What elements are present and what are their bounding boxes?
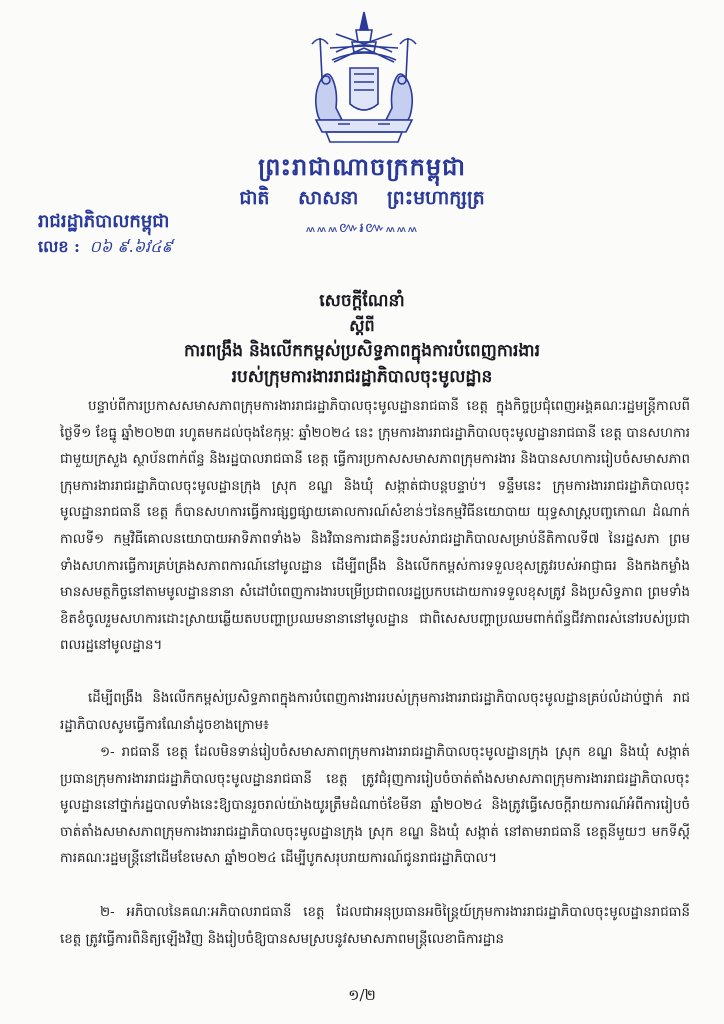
national-motto: ជាតិ សាសនា ព្រះមហាក្សត្រ [239, 187, 485, 209]
reference-label: លេខ : [38, 237, 80, 256]
kingdom-name: ព្រះរាជាណាចក្រកម្ពុជា [258, 152, 466, 181]
body-paragraph-2: ដើម្បីពង្រឹង និងលើកកម្ពស់ប្រសិទ្ធភាពក្នុងការបំពេញការងាររបស់ក្រុមការងាររាជរដ្ឋាភិបាលចុះមូលដ្ឋានគ្រប់លំដាប់ថ្នាក់ រាជរដ្ឋាភិបាលសូមធ្វើការណែនាំដូចខាងក្រោម៖ [60, 691, 690, 733]
document-title [90, 288, 634, 390]
body-paragraph-1: បន្ទាប់ពីការប្រកាសសមាសភាពក្រុមការងាររាជរដ្ឋាភិបាលចុះមូលដ្ឋានរាជធានី ខេត្ត ក្នុងកិច្ចប្រជុំពេញអង្គគណៈរដ្ឋមន្ត្រីកាលពីថ្ងៃទី១ ខែធ្នូ ឆ្នាំ២០២៣ រហូតមកដល់ចុងខែកុម្ភៈ ឆ្នាំ២០២៤ នេះ ក្រុមការងាររាជរដ្ឋាភិបាលចុះមូលដ្ឋានរាជធានី ខេត្ត បានសហការជាមួយក្រសួង ស្ថាប័នពាក់ព័ន្ធ និងរដ្ឋបាលរាជធានី ខេត្ត ធ្វើការប្រកាសសមាសភាពក្រុមការងារ និងបានសហការរៀបចំសមាសភាពក្រុមការងាររាជរដ្ឋាភិបាលចុះមូលដ្ឋានក្រុង ស្រុក ខណ្ឌ និងឃុំ សង្កាត់ជាបន្តបន្ទាប់។ ទន្ទឹមនេះ ក្រុមការងាររាជរដ្ឋាភិបាលចុះមូលដ្ឋានរាជធានី ខេត្ត ក៏បានសហការធ្វើការផ្សព្វផ្សាយគោលការណ៍សំខាន់ៗនៃកម្មវិធីនយោបាយ យុទ្ធសាស្ត្របញ្ចកោណ ដំណាក់កាលទី១ កម្មវិធីគោលនយោបាយអាទិភាពទាំង៦ និងវិធានការជាគន្លឹះរបស់រាជរដ្ឋាភិបាលសម្រាប់នីតិកាលទី៧ នៃរដ្ឋសភា ព្រមទាំងសហការធ្វើការគ្រប់គ្រងសភាពការណ៍នៅមូលដ្ឋាន ដើម្បីពង្រឹង និងលើកកម្ពស់ការទទួលខុសត្រូវរបស់អាជ្ញាធរ និងកងកម្លាំងមានសមត្ថកិច្ចនៅតាមមូលដ្ឋាននានា សំដៅបំពេញការងារបម្រើប្រជាពលរដ្ឋប្រកបដោយការទទួលខុសត្រូវ និងប្រសិទ្ធភាព ព្រមទាំងខិតខំចូលរួមសហការដោះស្រាយឆ្លើយតបបញ្ហាប្រឈមនានានៅមូលដ្ឋាន ជាពិសេសបញ្ហាប្រឈមពាក់ព័ន្ធជីវភាពរស់នៅរបស់ប្រជាពលរដ្ឋនៅមូលដ្ឋាន។ [60, 399, 690, 654]
reference-value: ០៦ ៩.៦វ៤៩ [89, 237, 173, 256]
body-paragraph-3: ១- រាជធានី ខេត្ត ដែលមិនទាន់រៀបចំសមាសភាពក្រុមការងាររាជរដ្ឋាភិបាលចុះមូលដ្ឋានក្រុង ស្រុក ខណ្ឌ និងឃុំ សង្កាត់ ប្រធានក្រុមការងាររាជរដ្ឋាភិបាលចុះមូលដ្ឋានរាជធានី ខេត្ត ត្រូវជំរុញការរៀបចំចាត់តាំងសមាសភាពក្រុមការងាររាជរដ្ឋាភិបាលចុះមូលដ្ឋាននៅថ្នាក់រដ្ឋបាលទាំងនេះឱ្យបានរួចរាល់យ៉ាងយូរត្រឹមដំណាច់ខែមីនា ឆ្នាំ២០២៤ និងត្រូវធ្វើសេចក្តីរាយការណ៍អំពីការរៀបចំចាត់តាំងសមាសភាពក្រុមការងាររាជរដ្ឋាភិបាលចុះមូលដ្ឋានក្រុង ស្រុក ខណ្ឌ និងឃុំ សង្កាត់ នៅតាមរាជធានី ខេត្តនីមួយៗ មកទីស្តីការគណៈរដ្ឋមន្ត្រីនៅដើមខែមេសា ឆ្នាំ២០២៤ ដើម្បីបូកសរុបរាយការណ៍ជូនរាជរដ្ឋាភិបាល។ [60, 745, 690, 867]
body-paragraph-4: ២- អភិបាលនៃគណៈអភិបាលរាជធានី ខេត្ត ដែលជាអនុប្រធានអចិន្ត្រៃយ៍ក្រុមការងាររាជរដ្ឋាភិបាលចុះមូលដ្ឋានរាជធានី ខេត្ត ត្រូវធ្វើការពិនិត្យឡើងវិញ និងរៀបចំឱ្យបានសមស្របនូវសមាសភាពមន្ត្រីលេខាធិការដ្ឋាន [60, 905, 690, 947]
reference-number [38, 236, 173, 260]
title-line-1: សេចក្តីណែនាំ [319, 291, 405, 311]
ornament-divider: ៳៳៳៚៛៚៳៳៳ [305, 220, 419, 236]
issuing-authority: រាជរដ្ឋាភិបាលកម្ពុជា [38, 211, 170, 232]
royal-emblem-icon [302, 8, 426, 148]
page-number: ១/២ [348, 986, 376, 1004]
title-line-4: របស់ក្រុមការងាររាជរដ្ឋាភិបាលចុះមូលដ្ឋាន [231, 367, 493, 387]
title-line-2: ស្តីពី [349, 316, 375, 335]
title-line-3: ការពង្រឹង និងលើកកម្ពស់ប្រសិទ្ធភាពក្នុងការបំពេញការងារ [184, 341, 540, 361]
